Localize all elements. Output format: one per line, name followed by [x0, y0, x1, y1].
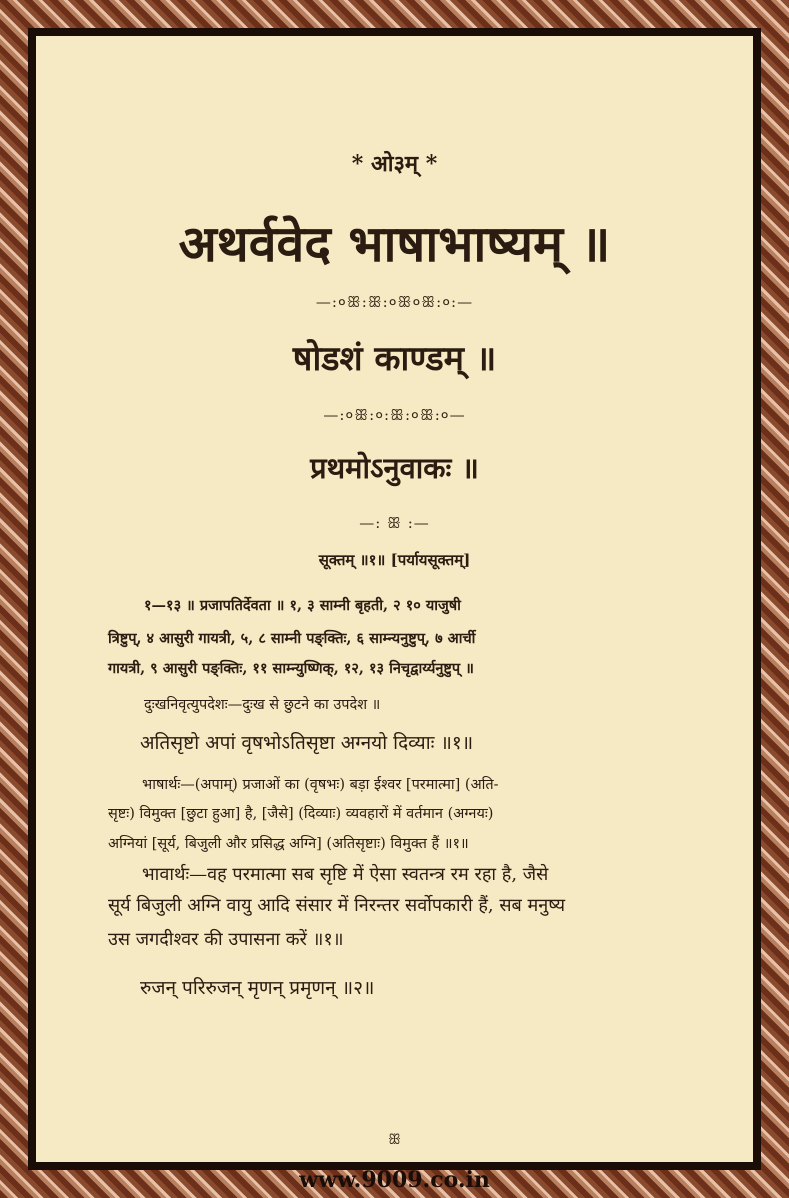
bhashya-line-3: अग्नियां [सूर्य, बिजुली और प्रसिद्ध अग्नि] (अतिसृष्टाः) विमुक्त हैं ॥१॥ [108, 836, 469, 852]
bhavartha-line-2: सूर्य बिजुली अग्नि वायु आदि संसार में निरन्तर सर्वोपकारी हैं, सब मनुष्य [108, 895, 566, 916]
mantra-2: रुजन् परिरुजन् मृणन् प्रमृणन् ॥२॥ [140, 977, 375, 999]
om-heading: * ओ३म् * [351, 151, 438, 177]
sukta-heading: सूक्तम् ॥१॥ [पर्यायसूक्तम्] [318, 551, 471, 569]
meta-line-2: त्रिष्टुप्, ४ आसुरी गायत्री, ५, ८ साम्नी पङ्क्तिः, ६ साम्न्यनुष्टुप्, ७ आर्ची [108, 630, 476, 647]
bhavartha-line-3: उस जगदीश्वर की उपासना करें ॥१॥ [108, 929, 344, 950]
ornament-divider-2: —:०ꕥ:०:ꕥ:०ꕥ:०— [323, 406, 466, 424]
ornament-divider-3: —: ꕥ :— [359, 514, 430, 532]
mantra-1: अतिसृष्टो अपां वृषभोऽतिसृष्टा अग्नयो दिव्याः ॥१॥ [140, 732, 474, 754]
meta-line-1: १—१३ ॥ प्रजापतिर्देवता ॥ १, ३ साम्नी बृहती, २ १० याजुषी [144, 597, 461, 614]
bhashya-line-2: सृष्टः) विमुक्त [छुटा हुआ] है, [जैसे] (दिव्याः) व्यवहारों में वर्तमान (अग्नयः) [108, 806, 494, 822]
upadesha-line: दुःखनिवृत्युपदेशः—दुःख से छुटने का उपदेश ॥ [144, 697, 381, 713]
anuvaka-heading: प्रथमोऽनुवाकः ॥ [310, 451, 479, 485]
bhashya-line-1: भाषार्थः—(अपाम्) प्रजाओं का (वृषभः) बड़ा ईश्वर [परमात्मा] (अति- [142, 777, 499, 793]
website-watermark: www.9009.co.in [299, 1167, 490, 1193]
page-title: अथर्ववेद भाषाभाष्यम् ॥ [178, 214, 611, 273]
bhavartha-line-1: भावार्थः—वह परमात्मा सब सृष्टि में ऐसा स्वतन्त्र रम रहा है, जैसे [142, 864, 549, 885]
ornament-divider-1: —:०ꕥ:ꕥ:०ꕥ०ꕥ:०:— [315, 293, 474, 311]
meta-line-3: गायत्री, ९ आसुरी पङ्क्तिः, ११ साम्न्युष्णिक्, १२, १३ निचृद्वार्य्यनुष्टुप् ॥ [108, 660, 474, 677]
kanda-heading: षोडशं काण्डम् ॥ [292, 339, 497, 379]
book-page [36, 36, 753, 1162]
footer-ornament: ꕥ [388, 1132, 401, 1148]
